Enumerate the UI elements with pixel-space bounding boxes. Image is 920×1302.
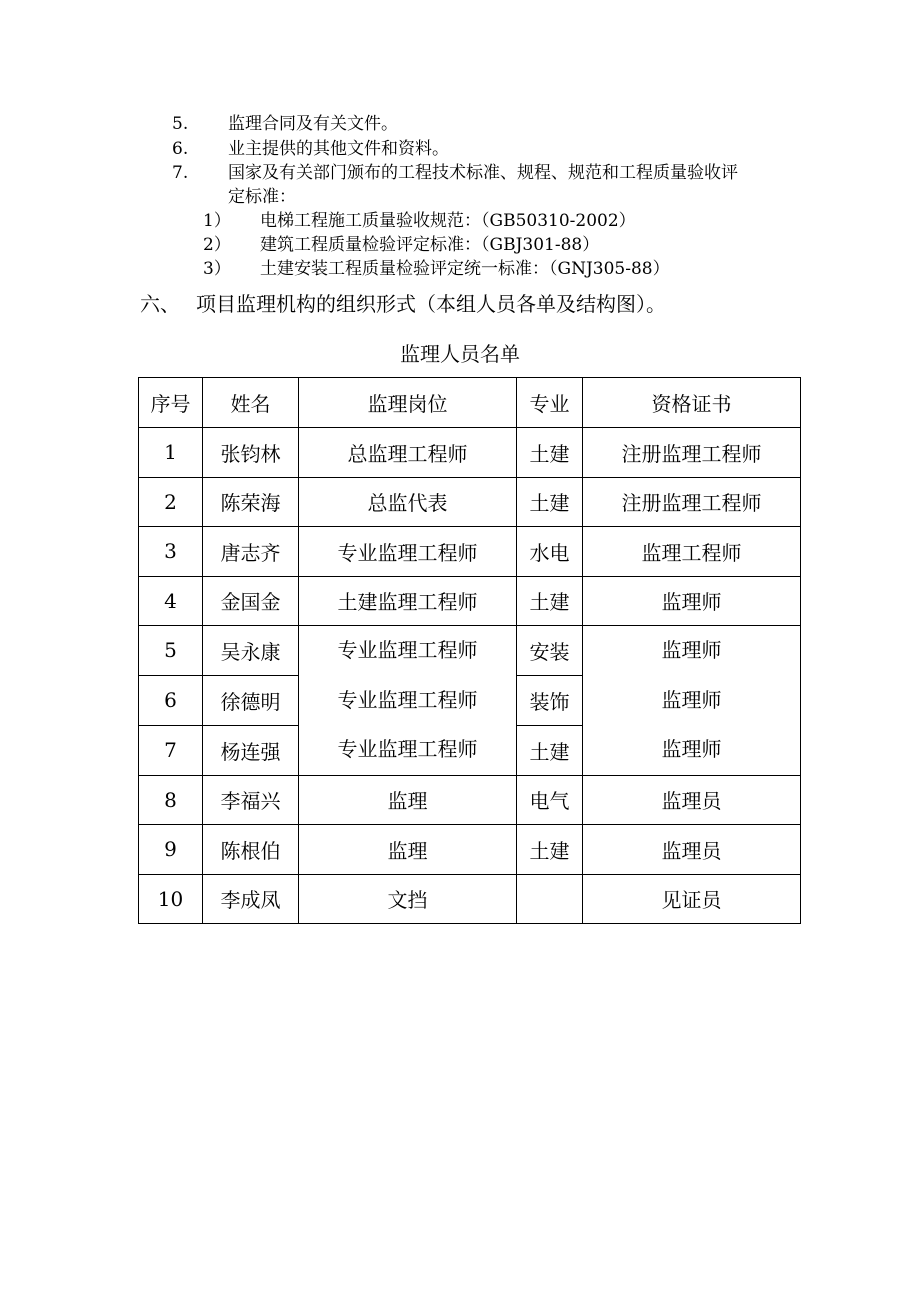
cell-post: 专业监理工程师 bbox=[337, 638, 478, 662]
cell-no: 3 bbox=[139, 527, 203, 577]
list-number: 5. bbox=[172, 114, 189, 134]
table-header-row bbox=[139, 378, 801, 428]
cell-name: 杨连强 bbox=[203, 725, 299, 775]
list-number: 6. bbox=[172, 139, 189, 159]
cell-major: 安装 bbox=[517, 626, 583, 676]
cell-cert: 监理工程师 bbox=[583, 527, 801, 577]
cell-no: 5 bbox=[139, 626, 203, 676]
cell-name: 陈根伯 bbox=[203, 825, 299, 875]
cell-name: 陈荣海 bbox=[203, 477, 299, 527]
cell-no: 2 bbox=[139, 477, 203, 527]
header-major: 专业 bbox=[517, 378, 583, 428]
list-item-7 bbox=[172, 161, 188, 185]
cell-post: 土建监理工程师 bbox=[299, 576, 517, 626]
header-cert: 资格证书 bbox=[583, 378, 801, 428]
cell-cert: 监理员 bbox=[583, 775, 801, 825]
sublist-number-3: 3） bbox=[203, 259, 231, 279]
cell-cert: 注册监理工程师 bbox=[583, 477, 801, 527]
cell-cert: 注册监理工程师 bbox=[583, 428, 801, 478]
table-row bbox=[139, 874, 801, 924]
cell-no: 8 bbox=[139, 775, 203, 825]
section-heading: 项目监理机构的组织形式（本组人员各单及结构图）。 bbox=[196, 292, 666, 316]
table-row bbox=[139, 825, 801, 875]
sublist-text-2: 建筑工程质量检验评定标准：（GBJ301-88） bbox=[260, 235, 600, 255]
cell-major bbox=[517, 874, 583, 924]
cell-no: 10 bbox=[139, 874, 203, 924]
cell-cert: 监理师 bbox=[661, 687, 722, 712]
table-row bbox=[139, 527, 801, 577]
list-text-5: 监理合同及有关文件。 bbox=[228, 114, 398, 134]
cell-name: 李成凤 bbox=[203, 874, 299, 924]
sublist-text-1: 电梯工程施工质量验收规范：（GB50310-2002） bbox=[260, 211, 636, 231]
cell-post-merged bbox=[299, 626, 517, 776]
list-text-7-cont: 定标准： bbox=[228, 187, 296, 207]
cell-major: 土建 bbox=[517, 825, 583, 875]
table-title: 监理人员名单 bbox=[400, 342, 520, 366]
table-row bbox=[139, 775, 801, 825]
cell-major: 土建 bbox=[517, 725, 583, 775]
cell-name: 金国金 bbox=[203, 576, 299, 626]
cell-major: 土建 bbox=[517, 576, 583, 626]
cell-major: 水电 bbox=[517, 527, 583, 577]
cell-post: 专业监理工程师 bbox=[337, 687, 478, 712]
staff-table bbox=[138, 377, 801, 924]
cell-name: 徐德明 bbox=[203, 675, 299, 725]
cell-no: 1 bbox=[139, 428, 203, 478]
sublist-number-2: 2） bbox=[203, 235, 231, 255]
cell-cert: 监理师 bbox=[583, 576, 801, 626]
cell-cert: 监理师 bbox=[661, 638, 722, 662]
cell-no: 6 bbox=[139, 675, 203, 725]
cell-no: 4 bbox=[139, 576, 203, 626]
cell-major: 电气 bbox=[517, 775, 583, 825]
cell-no: 9 bbox=[139, 825, 203, 875]
header-no: 序号 bbox=[139, 378, 203, 428]
cell-post: 总监代表 bbox=[299, 477, 517, 527]
cell-cert-merged bbox=[583, 626, 801, 776]
list-text-6: 业主提供的其他文件和资料。 bbox=[228, 139, 449, 159]
cell-major: 土建 bbox=[517, 428, 583, 478]
cell-name: 吴永康 bbox=[203, 626, 299, 676]
sublist-number-1: 1） bbox=[203, 211, 231, 231]
cell-post: 总监理工程师 bbox=[299, 428, 517, 478]
table-row bbox=[139, 626, 801, 676]
table-row bbox=[139, 477, 801, 527]
cell-name: 张钧林 bbox=[203, 428, 299, 478]
cell-cert: 监理员 bbox=[583, 825, 801, 875]
cell-post: 文挡 bbox=[299, 874, 517, 924]
cell-major: 装饰 bbox=[517, 675, 583, 725]
cell-name: 唐志齐 bbox=[203, 527, 299, 577]
list-text-7: 国家及有关部门颁布的工程技术标准、规程、规范和工程质量验收评 bbox=[228, 163, 738, 183]
sublist-text-3: 土建安装工程质量检验评定统一标准：（GNJ305-88） bbox=[260, 259, 670, 279]
cell-post: 监理 bbox=[299, 775, 517, 825]
cell-post: 专业监理工程师 bbox=[299, 527, 517, 577]
cell-cert: 监理师 bbox=[661, 737, 722, 761]
cell-major: 土建 bbox=[517, 477, 583, 527]
table-row bbox=[139, 576, 801, 626]
cell-post: 监理 bbox=[299, 825, 517, 875]
cell-cert: 见证员 bbox=[583, 874, 801, 924]
list-item-5 bbox=[172, 112, 188, 136]
cell-post: 专业监理工程师 bbox=[337, 737, 478, 761]
cell-no: 7 bbox=[139, 725, 203, 775]
table-row bbox=[139, 428, 801, 478]
section-number: 六、 bbox=[140, 292, 180, 316]
cell-name: 李福兴 bbox=[203, 775, 299, 825]
list-number: 7. bbox=[172, 163, 189, 183]
header-name: 姓名 bbox=[203, 378, 299, 428]
list-item-6 bbox=[172, 137, 188, 161]
header-post: 监理岗位 bbox=[299, 378, 517, 428]
